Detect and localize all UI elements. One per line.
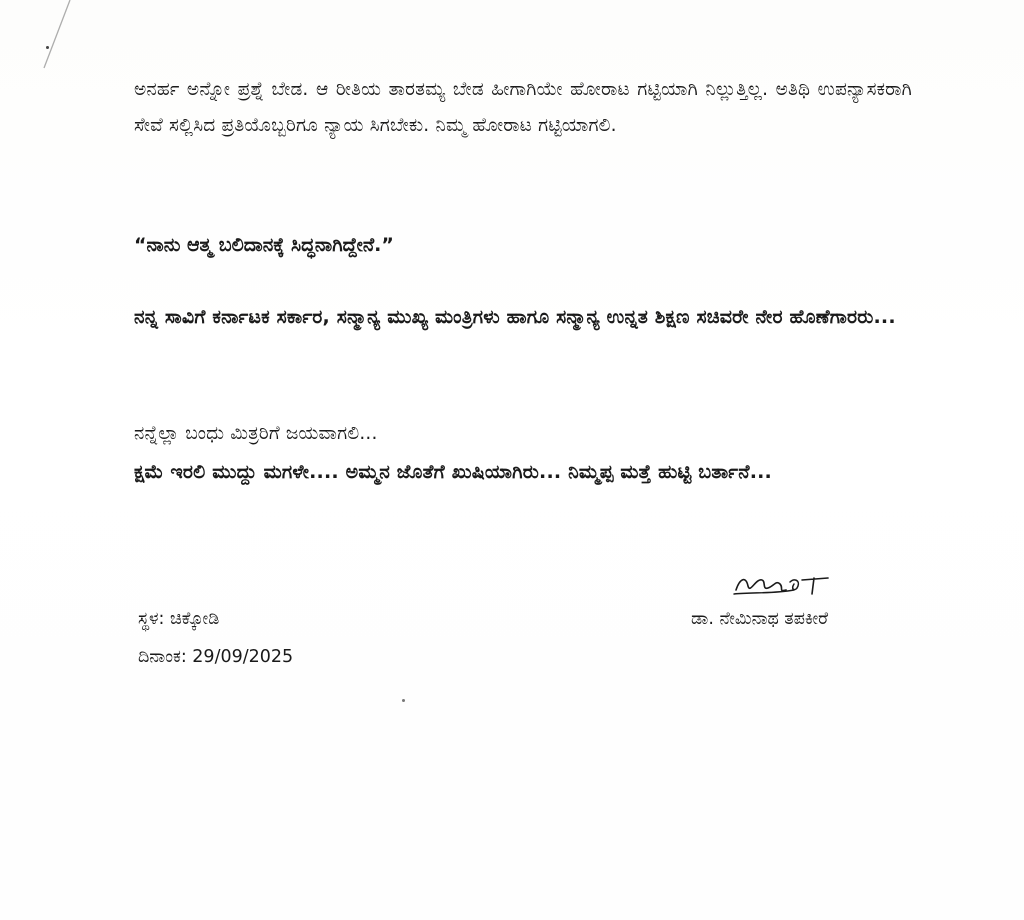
handwritten-signature: [732, 568, 842, 604]
letter-quote: “ನಾನು ಆತ್ಮ ಬಲಿದಾನಕ್ಕೆ ಸಿದ್ಧನಾಗಿದ್ದೇನೆ.”: [134, 234, 394, 256]
letter-paragraph-1: ಅನರ್ಹ ಅನ್ನೋ ಪ್ರಶ್ನೆ ಬೇಡ. ಆ ರೀತಿಯ ತಾರತಮ್ಯ ಬೇಡ ಹೀಗಾಗಿಯೇ ಹೋರಾಟ ಗಟ್ಟಿಯಾಗಿ ನಿಲ್ಲುತ್ತಿಲ್ಲ. ಅತಿಥಿ ಉಪನ್ಯಾಸಕರಾಗಿ ಸೇವೆ ಸಲ್ಲಿಸಿದ ಪ್ರತಿಯೊಬ್ಬರಿಗೂ ನ್ಯಾಯ ಸಿಗಬೇಕು. ನಿಮ್ಮ ಹೋರಾಟ ಗಟ್ಟಿಯಾಗಲಿ.: [134, 79, 912, 136]
signer-name: ಡಾ. ನೇಮಿನಾಥ ತಪಕೀರೆ: [691, 609, 829, 629]
scan-speck-top: [46, 46, 49, 49]
letter-place: ಸ್ಥಳ: ಚಿಕ್ಕೋಡಿ: [138, 609, 220, 629]
letter-paragraph-2: ನನ್ನ ಸಾವಿಗೆ ಕರ್ನಾಟಕ ಸರ್ಕಾರ, ಸನ್ಮಾನ್ಯ ಮುಖ್ಯ ಮಂತ್ರಿಗಳು ಹಾಗೂ ಸನ್ಮಾನ್ಯ ಉನ್ನತ ಶಿಕ್ಷಣ ಸಚಿವರೇ ನೇರ ಹೊಣೆಗಾರರು...: [134, 306, 896, 328]
scan-edge-mark: [36, 0, 76, 70]
scan-speck-bottom: [402, 699, 405, 702]
letter-paragraph-4: ಕ್ಷಮೆ ಇರಲಿ ಮುದ್ದು ಮಗಳೇ.... ಅಮ್ಮನ ಜೊತೆಗೆ ಖುಷಿಯಾಗಿರು... ನಿಮ್ಮಪ್ಪ ಮತ್ತೆ ಹುಟ್ಟಿ ಬರ್ತಾನೆ...: [134, 461, 772, 483]
letter-date: ದಿನಾಂಕ: 29/09/2025: [138, 647, 294, 667]
letter-paragraph-3: ನನ್ನೆಲ್ಲಾ ಬಂಧು ಮಿತ್ರರಿಗೆ ಜಯವಾಗಲಿ...: [134, 423, 378, 444]
